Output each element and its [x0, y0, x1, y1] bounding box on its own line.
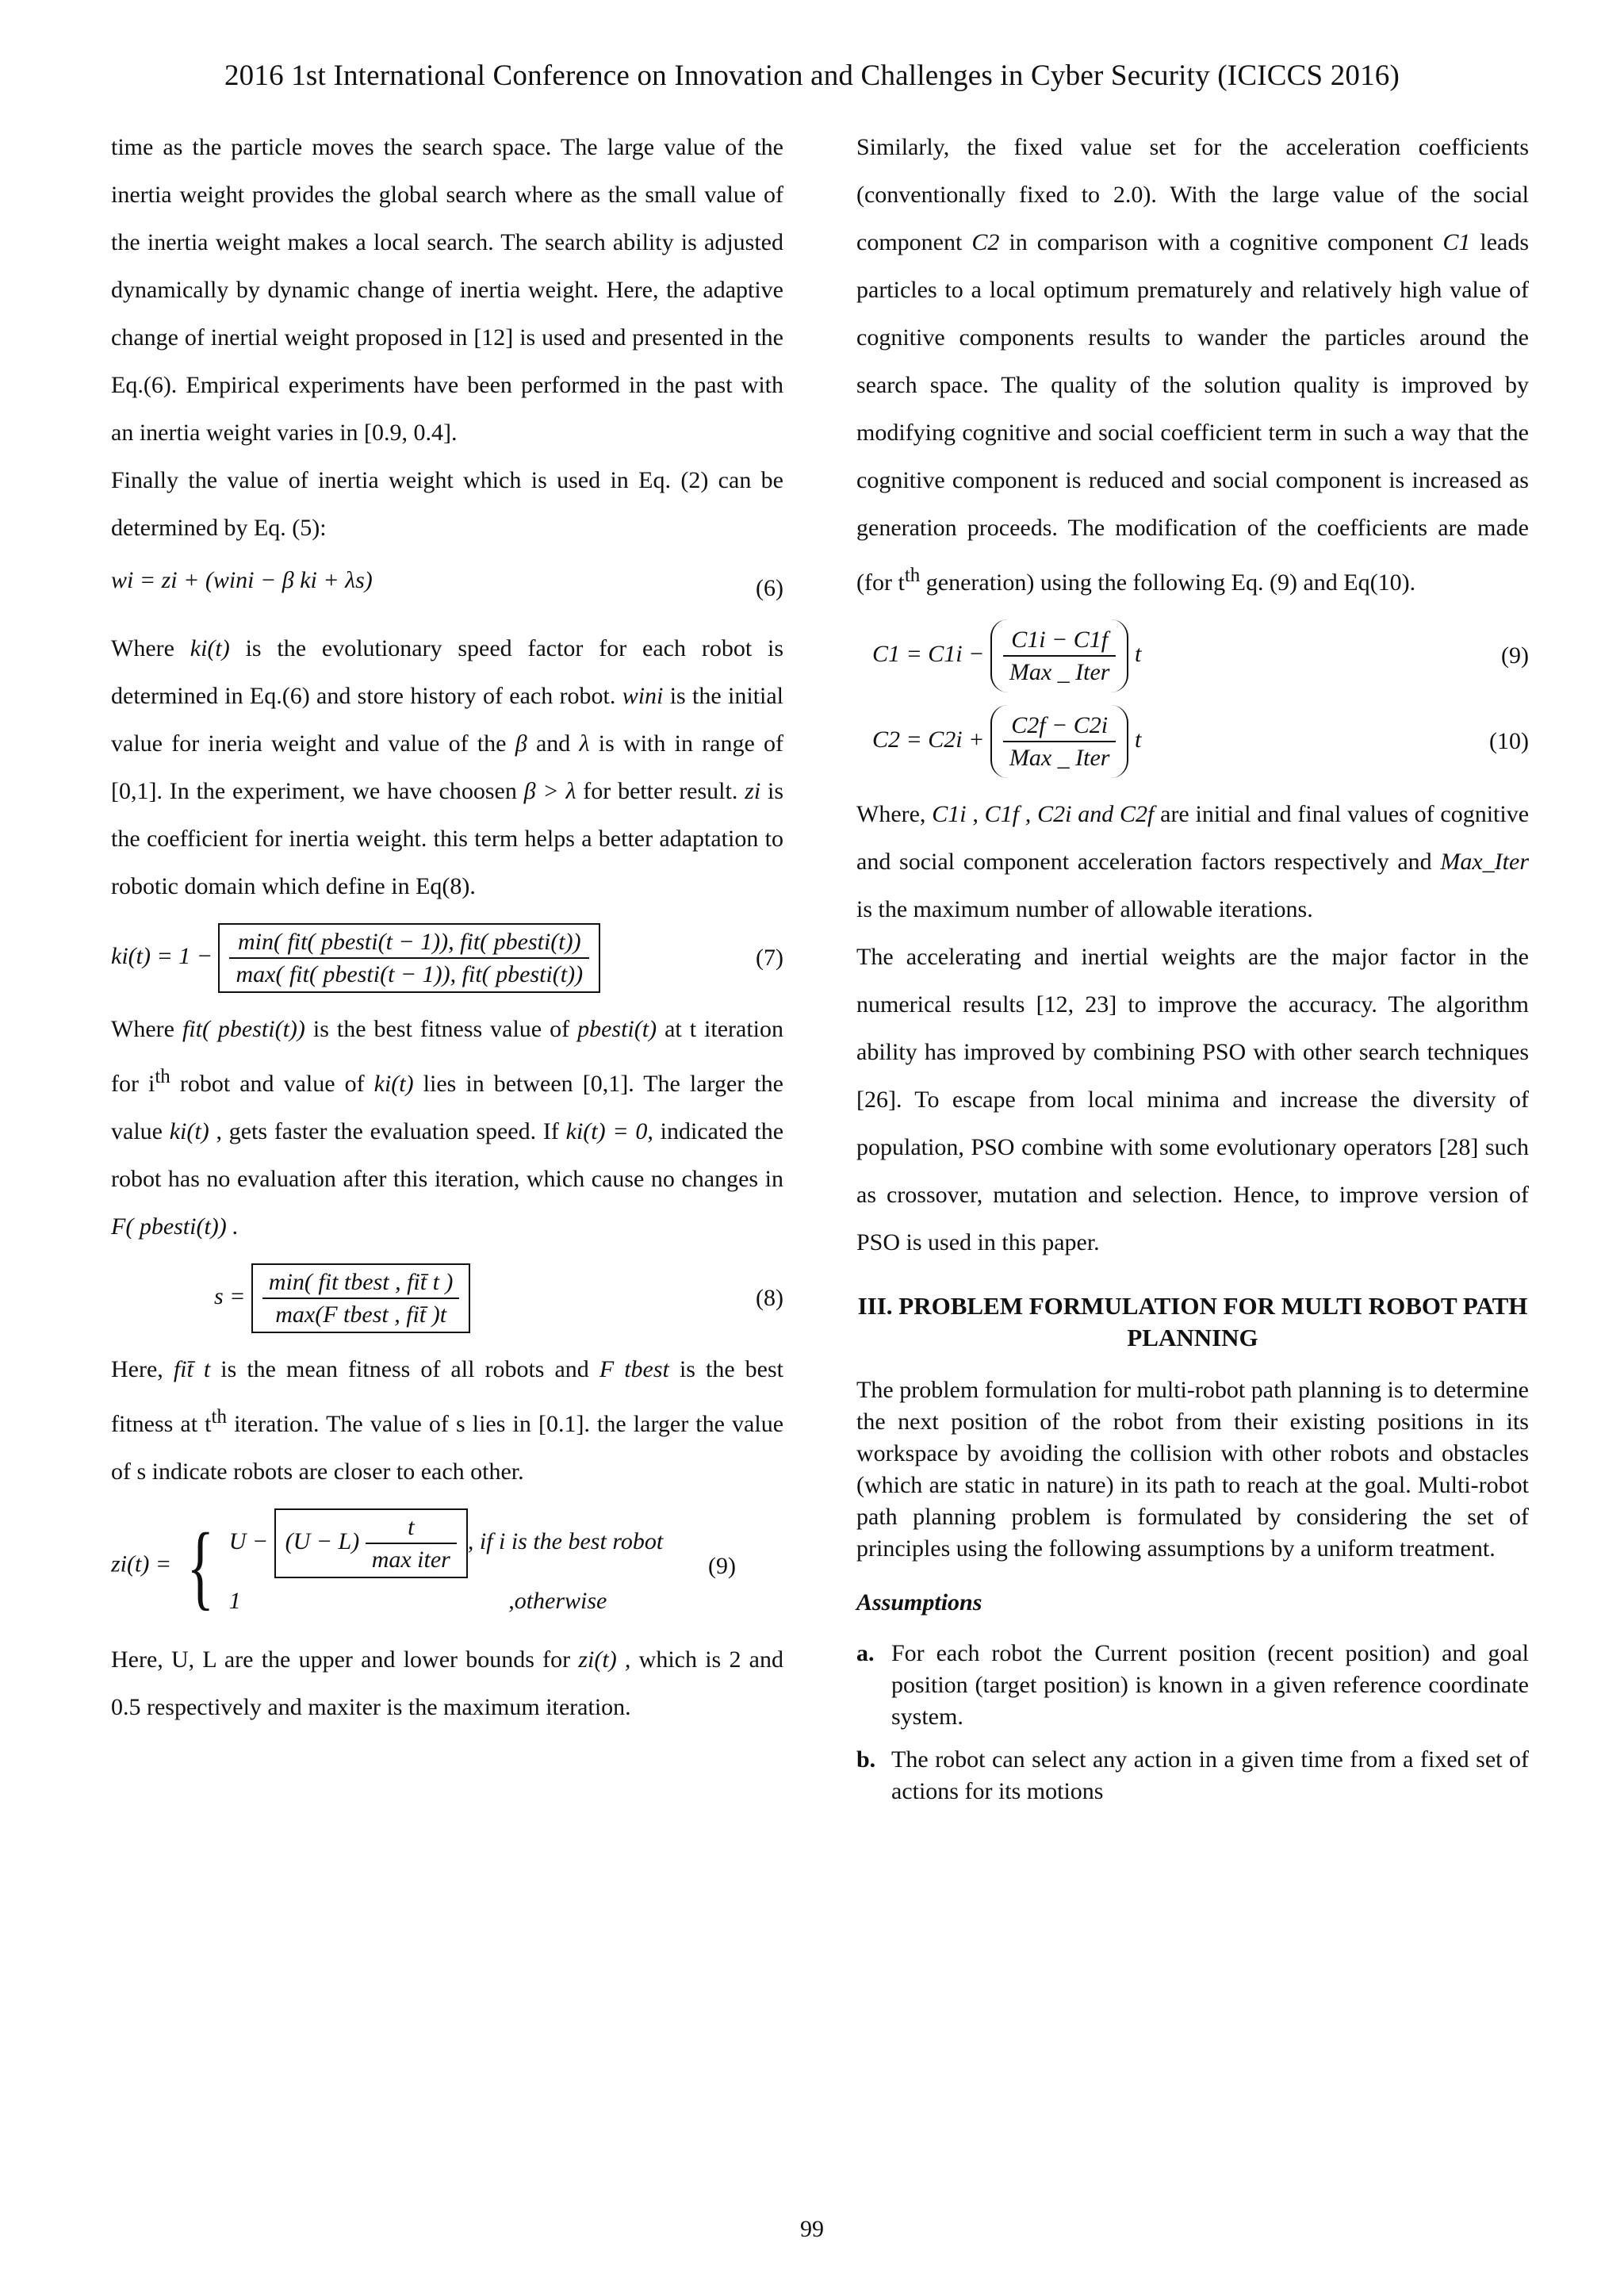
list-item-text: The robot can select any action in a given time from a fixed set of actions for its motions — [891, 1746, 1529, 1804]
text: are initial and final values of cognitive and social component acceleration factors respectively and — [856, 801, 1530, 875]
bracket — [218, 923, 600, 993]
math-symbol: C2 — [971, 229, 1000, 255]
equation-8 — [111, 1263, 783, 1333]
parenthesis — [990, 619, 1129, 692]
paragraph: time as the particle moves the search space. The large value of the inertia weight provides the global search where as the small value of the inertia weight makes a local search. The search ability is adjusted dynamically by dynamic change of inertia weight. Here, the adaptive change of inertial weight proposed in [12] is used and presented in the Eq.(6). Empirical experiments have been performed in the past with an inertia weight varies in [0.9, 0.4]. — [111, 134, 783, 446]
equation-expression — [872, 705, 1141, 778]
equation-7 — [111, 923, 783, 993]
superscript: th — [904, 565, 921, 586]
text: at t iteration for i — [111, 1016, 784, 1097]
fraction-denominator: max(F tbest , fit̄ )t — [275, 1301, 447, 1328]
list-item-label: a. — [856, 1640, 875, 1666]
equation-number: (7) — [756, 944, 783, 971]
equation-number: (6) — [756, 574, 783, 601]
equation-6 — [111, 565, 783, 612]
fraction-numerator: C1i − C1f — [1003, 624, 1116, 657]
math-symbol: C1 — [1442, 229, 1471, 255]
equation-expression — [111, 923, 600, 993]
paragraph — [111, 1346, 783, 1496]
text: robot and value of — [179, 1071, 365, 1097]
text: is the evolutionary speed factor for each robot is determined in Eq.(6) and store history of each robot. — [111, 635, 783, 709]
math-symbol: fit̄ t — [173, 1356, 211, 1382]
paragraph — [111, 1006, 783, 1251]
section-heading: III. PROBLEM FORMULATION FOR MULTI ROBOT PATH PLANNING — [857, 1292, 1528, 1351]
math-symbol: ki(t) — [169, 1118, 209, 1144]
text: t — [1134, 640, 1142, 667]
equation-lhs: ki(t) = 1 − — [111, 942, 213, 969]
paragraph — [856, 791, 1529, 933]
superscript: th — [155, 1066, 170, 1087]
math-symbol: β — [515, 730, 527, 757]
paragraph — [856, 124, 1529, 607]
text: Here, U, L are the upper and lower bounds for — [111, 1646, 571, 1673]
text: (U − L) — [285, 1527, 360, 1554]
text: is the mean fitness of all robots and — [220, 1356, 589, 1382]
fraction-denominator: Max _ Iter — [1009, 745, 1110, 771]
math-symbol: zi — [745, 778, 761, 804]
paragraph: Finally the value of inertia weight which is used in Eq. (2) can be determined by Eq. (5): — [111, 467, 783, 541]
math-symbol: λ — [579, 730, 590, 757]
text: is the maximum number of allowable iterations. — [856, 896, 1313, 922]
equation-10 — [856, 705, 1529, 778]
fraction — [1003, 624, 1116, 688]
text: and — [535, 730, 571, 757]
equation-lhs: C2 = C2i + — [872, 726, 985, 753]
left-column — [111, 124, 783, 1731]
math-symbol: C1i , C1f , C2i and C2f — [932, 801, 1155, 827]
fraction-denominator: max( fit( pbesti(t − 1)), fit( pbesti(t)) — [236, 961, 584, 987]
text: is the coefficient for inertia weight. this term helps a better adaptation to robotic domain which define in Eq(8). — [111, 778, 783, 899]
fraction — [229, 926, 589, 990]
text: is the initial value for ineria weight and value of the — [111, 683, 784, 757]
text: is the best fitness at t — [111, 1356, 784, 1437]
fraction-numerator: min( fit tbest , fit̄ t ) — [262, 1267, 460, 1299]
text: leads particles to a local optimum prematurely and relatively high value of cognitive components results to wander the particles around the search space. The quality of the solution quality is improved by modifying cognitive and social coefficient term in such a way that the cognitive component is reduced and social component is increased as generation proceeds. The modification of the coefficients are made (for t — [856, 229, 1530, 596]
text: Similarly, the fixed value set for the acceleration coefficients (conventionally fixed to 2.0). With the large value of the social component — [856, 134, 1529, 255]
list-item — [856, 1744, 1529, 1807]
math-symbol: β > λ — [523, 778, 576, 804]
text: in comparison with a cognitive component — [1009, 229, 1434, 255]
equation-number: (9) — [708, 1552, 736, 1579]
text: Where — [111, 635, 174, 661]
equation-lhs: C1 = C1i − — [872, 640, 985, 667]
text: generation) using the following Eq. (9) and Eq(10). — [925, 569, 1416, 596]
right-column — [856, 124, 1529, 1807]
list-item-label: b. — [856, 1746, 876, 1773]
text: , gets faster the evaluation speed. If — [216, 1118, 559, 1144]
text: iteration. The value of s lies in [0.1]. the larger the value of s indicate robots are closer to each other. — [111, 1411, 784, 1485]
bracket — [251, 1263, 471, 1333]
text: Where, — [856, 801, 926, 827]
text: is the best fitness value of — [312, 1016, 570, 1042]
page-number: 99 — [800, 2216, 824, 2242]
fraction-numerator: min( fit( pbesti(t − 1)), fit( pbesti(t)) — [229, 926, 589, 959]
equation-expression — [214, 1263, 470, 1333]
paragraph — [111, 625, 783, 910]
equation-number: (9) — [1501, 642, 1529, 669]
text: , if i is the best robot — [467, 1527, 664, 1554]
equation-lhs: s = — [214, 1282, 246, 1309]
fraction-denominator: max iter — [371, 1547, 450, 1573]
text: Here, — [111, 1356, 163, 1382]
equation-expression: wi = zi + (wini − β ki + λs) — [111, 567, 373, 593]
subsection-heading: Assumptions — [856, 1589, 982, 1616]
text: U − — [228, 1527, 269, 1554]
cases — [229, 1508, 664, 1623]
equation-expression — [111, 1508, 663, 1623]
equation-number: (8) — [756, 1284, 783, 1311]
brace: { — [186, 1512, 214, 1619]
superscript: th — [211, 1406, 227, 1428]
case-1 — [229, 1508, 664, 1578]
list-item — [856, 1638, 1529, 1733]
paragraph: The accelerating and inertial weights are the major factor in the numerical results [12, 23] to improve the accuracy. The algorithm ability has improved by combining PSO with other search techniques [26]. To escape from local minima and increase the diversity of population, PSO combine with some evolutionary operators [28] such as crossover, mutation and selection. Hence, to improve version of PSO is used in this paper. — [856, 944, 1529, 1255]
math-symbol: F( pbesti(t)) . — [111, 1213, 239, 1240]
text: 1 — [228, 1588, 241, 1614]
math-symbol: fit( pbesti(t)) — [182, 1016, 305, 1042]
list-item-text: For each robot the Current position (recent position) and goal position (target position) is known in a given reference coordinate system. — [891, 1640, 1529, 1730]
text: for better result. — [583, 778, 738, 804]
text: ,otherwise — [508, 1588, 607, 1614]
text: which is 2 and 0.5 respectively and maxiter is the maximum iteration. — [111, 1646, 783, 1720]
text: is with in range of [0,1]. In the experiment, we have choosen — [111, 730, 784, 804]
text: Where — [111, 1016, 174, 1042]
math-symbol: zi(t) , — [578, 1646, 631, 1673]
fraction-denominator: Max _ Iter — [1009, 659, 1110, 685]
bracket — [274, 1508, 468, 1578]
case-2 — [229, 1578, 664, 1623]
text: lies in between [0,1]. The larger the value — [111, 1071, 783, 1144]
equation-9-left — [111, 1508, 783, 1623]
equation-number: (10) — [1489, 727, 1529, 754]
parenthesis — [990, 705, 1129, 778]
paragraph — [111, 1636, 783, 1731]
fraction — [1003, 710, 1116, 773]
equation-9-right — [856, 619, 1529, 692]
paragraph: The problem formulation for multi-robot path planning is to determine the next position of the robot from their existing positions in its workspace by avoiding the collision with other robots and obstacles (which are static in nature) in its path to reach at the goal. Multi-robot path planning problem is formulated by considering the set of principles using the following assumptions by a uniform treatment. — [856, 1377, 1529, 1562]
math-symbol: wini — [622, 683, 664, 709]
equation-lhs: zi(t) = — [111, 1550, 172, 1577]
fraction — [366, 1512, 457, 1575]
fraction — [262, 1267, 460, 1330]
conference-header: 2016 1st International Conference on Innovation and Challenges in Cyber Security (ICICCS 2016) — [224, 59, 1400, 92]
text: t — [1134, 726, 1142, 753]
math-symbol: Max_Iter — [1440, 849, 1529, 875]
math-symbol: F tbest — [599, 1356, 669, 1382]
fraction-numerator: C2f − C2i — [1003, 710, 1116, 742]
math-symbol: ki(t) — [190, 635, 230, 661]
math-symbol: pbesti(t) — [577, 1016, 657, 1042]
text: indicated the robot has no evaluation after this iteration, which cause no changes in — [111, 1118, 784, 1192]
equation-expression — [872, 619, 1141, 692]
math-symbol: ki(t) — [373, 1071, 414, 1097]
math-symbol: ki(t) = 0, — [565, 1118, 653, 1144]
fraction-numerator: t — [366, 1512, 457, 1544]
assumptions-list — [856, 1638, 1529, 1807]
